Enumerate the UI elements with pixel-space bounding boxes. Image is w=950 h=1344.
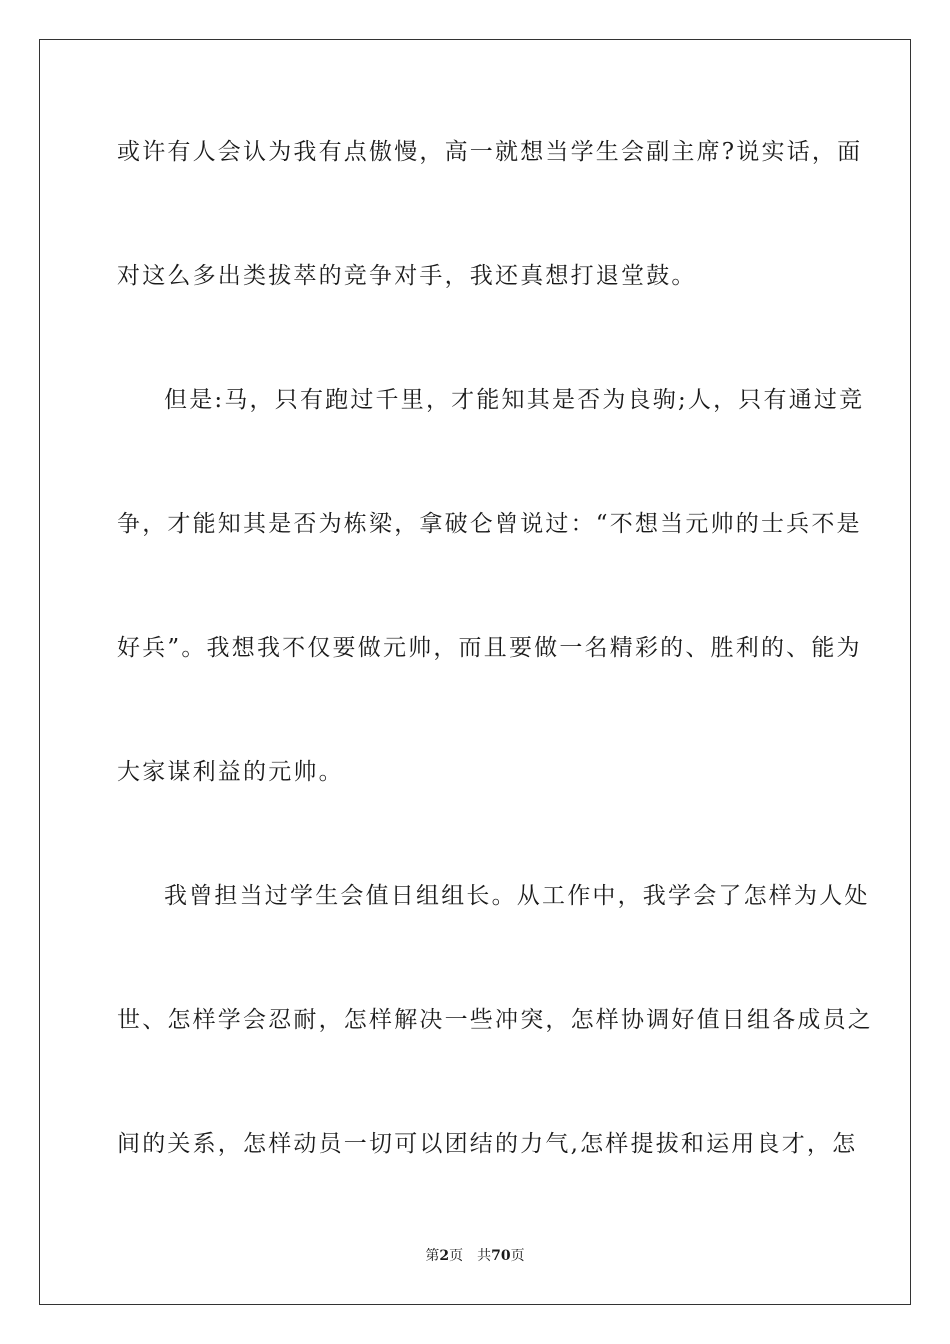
text-line-5: 好兵”。我想我不仅要做元帅，而且要做一名精彩的、胜利的、能为 bbox=[117, 635, 862, 661]
text-line-3: 但是:马，只有跑过千里，才能知其是否为良驹;人，只有通过竞 bbox=[164, 387, 865, 413]
page-border bbox=[39, 39, 911, 1305]
text-line-8: 世、怎样学会忍耐，怎样解决一些冲突，怎样协调好值日组各成员之 bbox=[117, 1007, 873, 1033]
page-prefix: 第 bbox=[425, 1248, 440, 1264]
total-prefix: 共 bbox=[477, 1248, 492, 1264]
page-footer bbox=[0, 1247, 950, 1265]
total-pages: 70 bbox=[491, 1248, 511, 1264]
text-line-9: 间的关系，怎样动员一切可以团结的力气,怎样提拔和运用良才，怎 bbox=[117, 1131, 858, 1157]
text-line-6: 大家谋利益的元帅。 bbox=[117, 759, 344, 785]
page-suffix: 页 bbox=[449, 1248, 464, 1264]
text-line-4: 争，才能知其是否为栋梁，拿破仑曾说过：“不想当元帅的士兵不是 bbox=[117, 511, 862, 537]
total-suffix: 页 bbox=[510, 1248, 525, 1264]
page-number: 2 bbox=[439, 1248, 450, 1264]
text-line-1: 或许有人会认为我有点傲慢，高一就想当学生会副主席?说实话，面 bbox=[117, 139, 863, 165]
text-line-2: 对这么多出类拔萃的竞争对手，我还真想打退堂鼓。 bbox=[117, 263, 697, 289]
text-line-7: 我曾担当过学生会值日组组长。从工作中，我学会了怎样为人处 bbox=[164, 883, 870, 909]
